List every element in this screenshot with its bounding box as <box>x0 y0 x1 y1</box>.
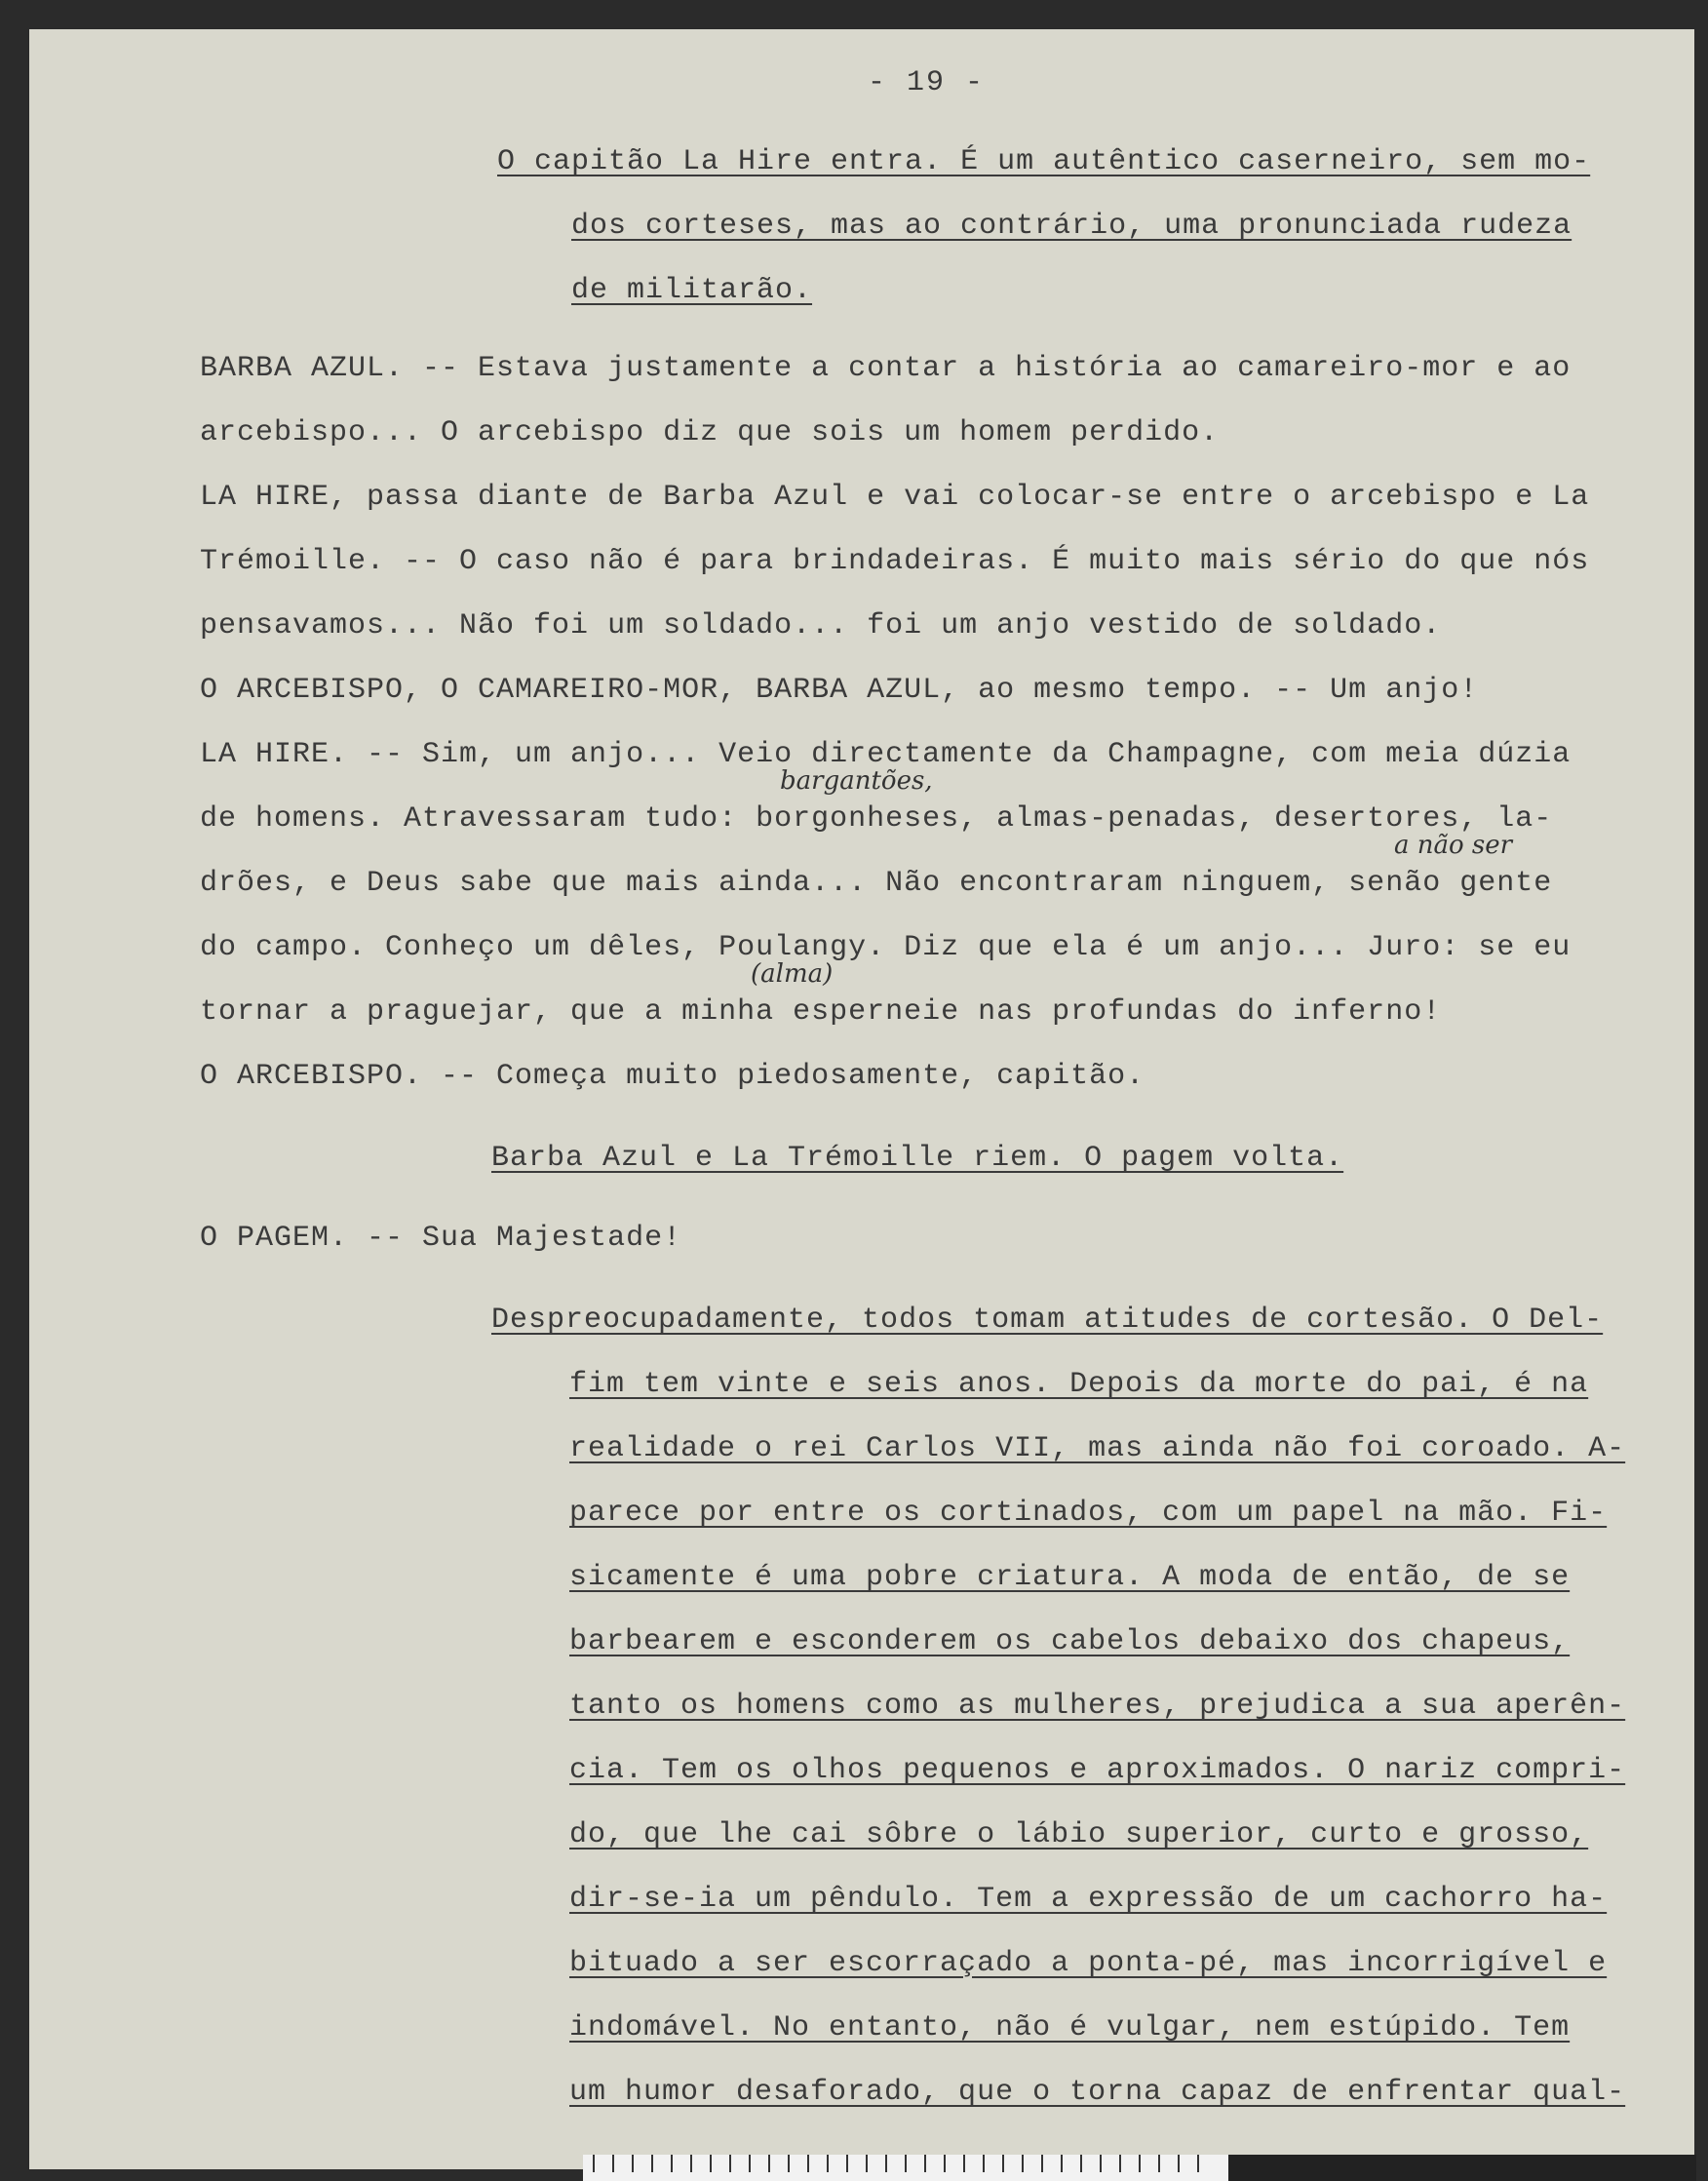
text-line: fim tem vinte e seis anos. Depois da morte do pai, é na <box>569 1368 1589 1401</box>
text-line: LA HIRE. -- Sim, um anjo... Veio directamente da Champagne, com meia dúzia <box>200 738 1572 771</box>
text-line: arcebispo... O arcebispo diz que sois um homem perdido. <box>200 416 1220 449</box>
text-line: tanto os homens como as mulheres, prejudica a sua aperên- <box>569 1690 1626 1723</box>
text-line: indomável. No entanto, não é vulgar, nem estúpido. Tem <box>569 2011 1571 2045</box>
text-line: um humor desaforado, que o torna capaz de enfrentar qual- <box>569 2076 1626 2109</box>
page-number: - 19 - <box>868 66 986 99</box>
text-line: BARBA AZUL. -- Estava justamente a contar a história ao camareiro-mor e ao <box>200 352 1572 385</box>
handwritten-correction: bargantões, <box>780 766 933 796</box>
text-line: dos corteses, mas ao contrário, uma pronunciada rudeza <box>571 210 1572 243</box>
text-line: O ARCEBISPO, O CAMAREIRO-MOR, BARBA AZUL, ao mesmo tempo. -- Um anjo! <box>200 674 1479 707</box>
text-line: bituado a ser escorraçado a ponta-pé, mas incorrigível e <box>569 1947 1608 1980</box>
text-line: sicamente é uma pobre criatura. A moda de então, de se <box>569 1561 1571 1594</box>
text-line: tornar a praguejar, que a minha esperneie nas profundas do inferno! <box>200 995 1442 1029</box>
text-line: Despreocupadamente, todos tomam atitudes de cortesão. O Del- <box>491 1304 1604 1337</box>
text-line: realidade o rei Carlos VII, mas ainda não foi coroado. A- <box>569 1432 1626 1465</box>
text-line: de homens. Atravessaram tudo: borgonheses, almas-penadas, desertores, la- <box>200 802 1553 836</box>
text-line: O PAGEM. -- Sua Majestade! <box>200 1222 682 1255</box>
text-line: O ARCEBISPO. -- Começa muito piedosamente, capitão. <box>200 1060 1145 1093</box>
text-line: do, que lhe cai sôbre o lábio superior, curto e grosso, <box>569 1818 1589 1851</box>
text-line: Trémoille. -- O caso não é para brindadeiras. É muito mais sério do que nós <box>200 545 1590 578</box>
text-line: O capitão La Hire entra. É um autêntico caserneiro, sem mo- <box>497 145 1591 178</box>
text-line: LA HIRE, passa diante de Barba Azul e vai colocar-se entre o arcebispo e La <box>200 481 1590 514</box>
text-line: barbearem e esconderem os cabelos debaixo dos chapeus, <box>569 1625 1571 1658</box>
scan-ruler <box>583 2155 1696 2181</box>
text-line: dir-se-ia um pêndulo. Tem a expressão de um cachorro ha- <box>569 1883 1608 1916</box>
text-line: drões, e Deus sabe que mais ainda... Não encontraram ninguem, senão gente <box>200 867 1553 900</box>
text-line: cia. Tem os olhos pequenos e aproximados. O nariz compri- <box>569 1754 1626 1787</box>
text-line: do campo. Conheço um dêles, Poulangy. Diz que ela é um anjo... Juro: se eu <box>200 931 1572 964</box>
text-line: parece por entre os cortinados, com um papel na mão. Fi- <box>569 1497 1608 1530</box>
text-line: Barba Azul e La Trémoille riem. O pagem volta. <box>491 1142 1344 1175</box>
typescript-page <box>29 29 1694 2169</box>
handwritten-correction: a não ser <box>1394 831 1513 860</box>
handwritten-correction: (alma) <box>751 959 834 989</box>
text-line: de militarão. <box>571 274 813 307</box>
text-line: pensavamos... Não foi um soldado... foi um anjo vestido de soldado. <box>200 609 1442 643</box>
